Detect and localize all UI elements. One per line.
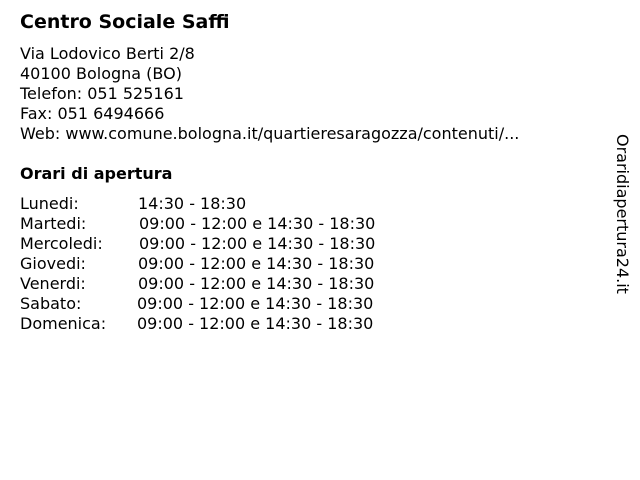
- hours-row-friday: [20, 274, 375, 294]
- day-label: Venerdi:: [20, 274, 86, 293]
- time-value: 09:00 - 12:00 e 14:30 - 18:30: [138, 274, 375, 293]
- website-label: Web:: [20, 124, 61, 143]
- city-address: 40100 Bologna (BO): [20, 64, 182, 83]
- time-value: 09:00 - 12:00 e 14:30 - 18:30: [139, 214, 376, 233]
- day-label: Giovedi:: [20, 254, 86, 273]
- day-label: Martedi:: [20, 214, 87, 233]
- day-label: Sabato:: [20, 294, 82, 313]
- time-value: 09:00 - 12:00 e 14:30 - 18:30: [137, 294, 374, 313]
- opening-hours-title: Orari di apertura: [20, 164, 173, 183]
- website-line: [20, 124, 519, 144]
- day-label: Domenica:: [20, 314, 107, 333]
- hours-row-saturday: [20, 294, 374, 314]
- page-title: Centro Sociale Saffi: [20, 11, 230, 33]
- address-block: [20, 44, 519, 144]
- hours-row-tuesday: [20, 214, 376, 234]
- phone-number: Telefon: 051 525161: [20, 84, 184, 103]
- time-value: 14:30 - 18:30: [138, 194, 247, 213]
- opening-hours-list: [20, 194, 376, 334]
- day-label: Lunedi:: [20, 194, 79, 213]
- street-address: Via Lodovico Berti 2/8: [20, 44, 195, 63]
- hours-row-monday: [20, 194, 247, 214]
- time-value: 09:00 - 12:00 e 14:30 - 18:30: [139, 234, 376, 253]
- day-label: Mercoledi:: [20, 234, 103, 253]
- hours-row-sunday: [20, 314, 374, 334]
- site-brand-watermark: Oraridiapertura24.it: [613, 134, 632, 294]
- hours-row-wednesday: [20, 234, 376, 254]
- fax-number: Fax: 051 6494666: [20, 104, 165, 123]
- time-value: 09:00 - 12:00 e 14:30 - 18:30: [137, 314, 374, 333]
- hours-row-thursday: [20, 254, 375, 274]
- website-link[interactable]: www.comune.bologna.it/quartieresaragozza/contenuti/...: [65, 124, 520, 143]
- time-value: 09:00 - 12:00 e 14:30 - 18:30: [138, 254, 375, 273]
